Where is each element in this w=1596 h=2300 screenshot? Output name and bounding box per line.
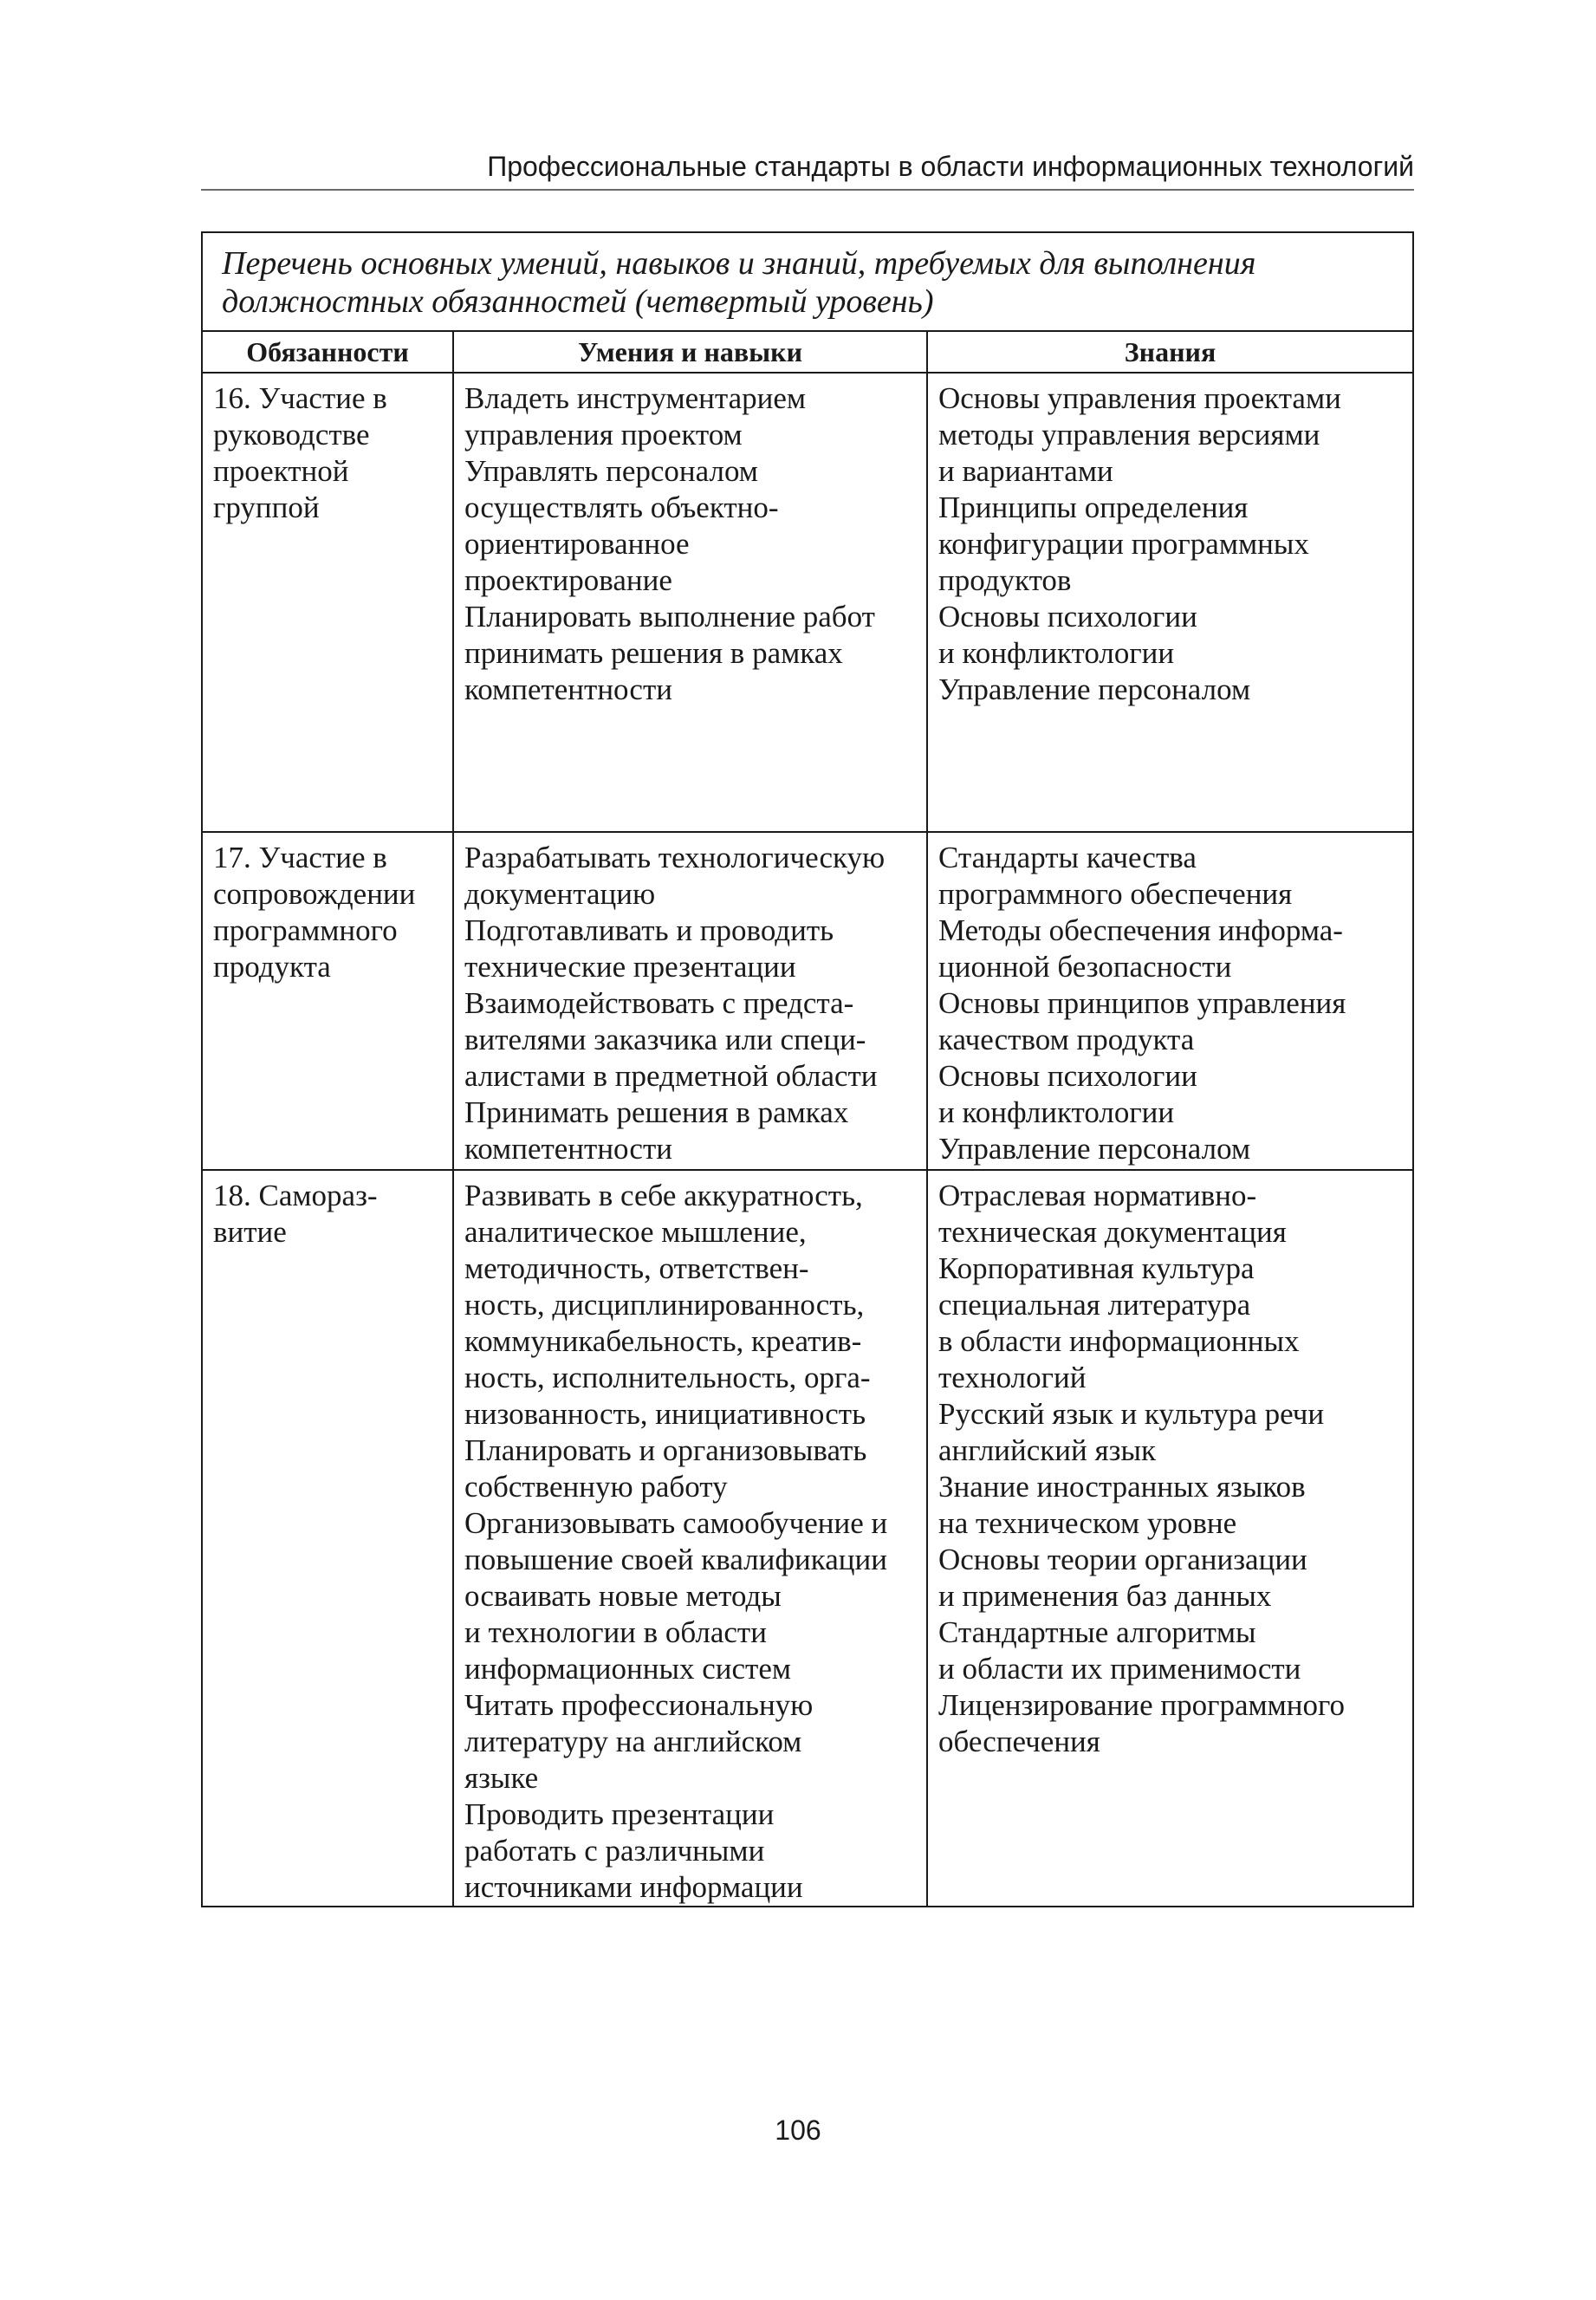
duty-line: программного: [213, 913, 398, 947]
caption-row: [202, 232, 1413, 331]
skills-line: Проводить презентации: [464, 1797, 775, 1831]
knowledge-line: и конфликтологии: [938, 1095, 1175, 1129]
knowledge-line: Основы управления проектами: [938, 381, 1341, 415]
skills-line: управления проектом: [464, 418, 743, 452]
knowledge-line: и конфликтологии: [938, 636, 1175, 670]
caption-line: Перечень основных умений, навыков и знаний, требуемых для выполнения: [222, 245, 1256, 282]
duty-line: проектной: [213, 454, 349, 488]
duty-cell: [202, 373, 453, 832]
skills-line: Организовывать самообучение и: [464, 1506, 888, 1540]
column-header-duties: Обязанности: [202, 331, 453, 373]
table-row: [202, 1170, 1413, 1907]
skills-cell: [453, 1170, 927, 1907]
skills-line: компетентности: [464, 672, 672, 706]
skills-line: Планировать выполнение работ: [464, 600, 875, 633]
skills-line: компетентности: [464, 1132, 672, 1166]
skills-line: и технологии в области: [464, 1615, 767, 1649]
skills-line: принимать решения в рамках: [464, 636, 843, 670]
knowledge-line: Русский язык и культура речи: [938, 1397, 1325, 1431]
duty-line: группой: [213, 491, 320, 524]
skills-line: ориентированное: [464, 527, 690, 561]
caption-line: должностных обязанностей (четвертый уровень): [222, 283, 934, 320]
knowledge-line: технологий: [938, 1361, 1087, 1394]
skills-line: информационных систем: [464, 1652, 792, 1686]
knowledge-line: и вариантами: [938, 454, 1113, 488]
skills-line: методичность, ответствен-: [464, 1251, 809, 1285]
knowledge-line: Знание иностранных языков: [938, 1470, 1306, 1504]
skills-line: литературу на английском: [464, 1725, 802, 1758]
skills-cell: [453, 832, 927, 1170]
duty-line: руководстве: [213, 418, 370, 452]
skills-line: работать с различными: [464, 1834, 765, 1868]
skills-line: Развивать в себе аккуратность,: [464, 1179, 863, 1212]
knowledge-cell: [927, 373, 1413, 832]
knowledge-line: Корпоративная культура: [938, 1251, 1255, 1285]
skills-line: Управлять персоналом: [464, 454, 758, 488]
duty-line: витие: [213, 1215, 287, 1249]
knowledge-line: и области их применимости: [938, 1652, 1301, 1686]
page-number: 106: [775, 2115, 821, 2146]
skills-cell: [453, 373, 927, 832]
knowledge-line: Стандартные алгоритмы: [938, 1615, 1256, 1649]
skills-line: Принимать решения в рамках: [464, 1095, 849, 1129]
knowledge-line: техническая документация: [938, 1215, 1287, 1249]
knowledge-line: конфигурации программных: [938, 527, 1309, 561]
skills-line: низованность, инициативность: [464, 1397, 866, 1431]
skills-line: Разрабатывать технологическую: [464, 841, 886, 874]
skills-line: алистами в предметной области: [464, 1059, 878, 1093]
skills-line: ность, исполнительность, орга-: [464, 1361, 871, 1394]
running-header: Профессиональные стандарты в области информационных технологий: [487, 151, 1414, 182]
duty-line: 18. Самораз-: [213, 1179, 378, 1212]
knowledge-line: Управление персоналом: [938, 1132, 1251, 1166]
header-row: [202, 331, 1413, 373]
duty-line: 17. Участие в: [213, 841, 387, 874]
knowledge-line: Управление персоналом: [938, 672, 1251, 706]
knowledge-line: обеспечения: [938, 1725, 1100, 1758]
skills-line: Владеть инструментарием: [464, 381, 807, 415]
skills-line: коммуникабельность, креатив-: [464, 1324, 862, 1358]
knowledge-line: Стандарты качества: [938, 841, 1197, 874]
knowledge-line: методы управления версиями: [938, 418, 1320, 452]
column-header-knowledge: Знания: [927, 331, 1413, 373]
skills-line: документацию: [464, 877, 656, 911]
skills-line: Взаимодействовать с предста-: [464, 986, 854, 1020]
knowledge-line: качеством продукта: [938, 1023, 1195, 1056]
knowledge-line: специальная литература: [938, 1288, 1251, 1322]
knowledge-cell: [927, 832, 1413, 1170]
knowledge-line: Основы психологии: [938, 600, 1197, 633]
skills-line: Читать профессиональную: [464, 1688, 814, 1722]
skills-line: повышение своей квалификации: [464, 1543, 887, 1576]
skills-line: собственную работу: [464, 1470, 728, 1504]
duty-cell: [202, 1170, 453, 1907]
knowledge-line: в области информационных: [938, 1324, 1300, 1358]
skills-line: технические презентации: [464, 950, 796, 984]
table-caption: [202, 232, 1413, 331]
skills-line: Подготавливать и проводить: [464, 913, 834, 947]
knowledge-line: продуктов: [938, 563, 1072, 597]
header-rule: [201, 189, 1414, 191]
skills-line: источниками информации: [464, 1870, 803, 1904]
duty-line: 16. Участие в: [213, 381, 387, 415]
skills-line: вителями заказчика или специ-: [464, 1023, 866, 1056]
knowledge-line: Лицензирование программного: [938, 1688, 1345, 1722]
skills-line: проектирование: [464, 563, 672, 597]
duty-cell: [202, 832, 453, 1170]
skills-line: аналитическое мышление,: [464, 1215, 807, 1249]
knowledge-line: Основы психологии: [938, 1059, 1197, 1093]
knowledge-line: на техническом уровне: [938, 1506, 1237, 1540]
knowledge-line: ционной безопасности: [938, 950, 1232, 984]
skills-line: языке: [464, 1761, 539, 1795]
skills-line: осваивать новые методы: [464, 1579, 782, 1613]
competency-table: [201, 231, 1414, 1907]
knowledge-line: английский язык: [938, 1433, 1156, 1467]
duty-line: продукта: [213, 950, 331, 984]
column-header-skills: Умения и навыки: [453, 331, 927, 373]
knowledge-cell: [927, 1170, 1413, 1907]
knowledge-line: Основы принципов управления: [938, 986, 1346, 1020]
table-row: [202, 373, 1413, 832]
skills-line: Планировать и организовывать: [464, 1433, 867, 1467]
skills-line: ность, дисциплинированность,: [464, 1288, 865, 1322]
knowledge-line: Основы теории организации: [938, 1543, 1307, 1576]
table-row: [202, 832, 1413, 1170]
duty-line: сопровождении: [213, 877, 416, 911]
knowledge-line: и применения баз данных: [938, 1579, 1272, 1613]
knowledge-line: Методы обеспечения информа-: [938, 913, 1343, 947]
knowledge-line: Принципы определения: [938, 491, 1249, 524]
skills-line: осуществлять объектно-: [464, 491, 779, 524]
knowledge-line: программного обеспечения: [938, 877, 1293, 911]
knowledge-line: Отраслевая нормативно-: [938, 1179, 1257, 1212]
